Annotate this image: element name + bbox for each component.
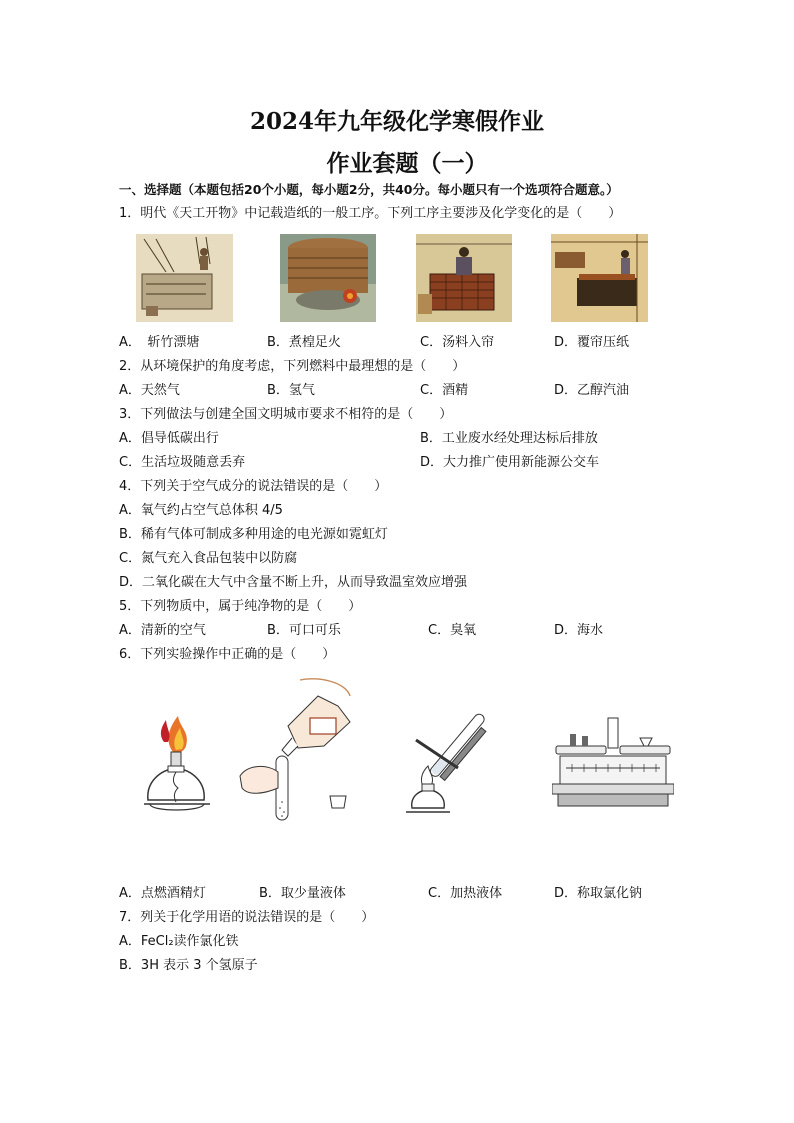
q6-option-b[interactable]: B．取少量液体	[259, 886, 346, 901]
section-heading: 一、选择题（本题包括20个小题，每小题2分，共40分。每小题只有一个选项符合题意。）	[119, 182, 619, 197]
page-subtitle: 作业套题（一）	[326, 150, 488, 177]
alcohol-lamp-icon	[140, 712, 218, 822]
q1-option-d[interactable]: D．覆帘压纸	[554, 335, 630, 350]
papermaking-scene-screen	[416, 234, 512, 322]
q3-option-b[interactable]: B．工业废水经处理达标后排放	[420, 431, 598, 446]
question-4-stem: 4．下列关于空气成分的说法错误的是（ ）	[119, 479, 388, 494]
q3-option-c[interactable]: C．生活垃圾随意丢弃	[119, 455, 246, 470]
q5-option-a[interactable]: A．清新的空气	[119, 623, 206, 638]
papermaking-scene-boiling	[280, 234, 376, 322]
papermaking-scene-pressing	[551, 234, 648, 322]
q4-option-a[interactable]: A．氧气约占空气总体积 4/5	[119, 503, 283, 518]
q5-option-c[interactable]: C．臭氧	[428, 623, 477, 638]
q4-option-d[interactable]: D．二氧化碳在大气中含量不断上升，从而导致温室效应增强	[119, 575, 468, 590]
question-7-stem: 7．列关于化学用语的说法错误的是（ ）	[119, 910, 375, 925]
q6-option-c[interactable]: C．加热液体	[428, 886, 503, 901]
q2-option-c[interactable]: C．酒精	[420, 383, 469, 398]
question-3-stem: 3．下列做法与创建全国文明城市要求不相符的是（ ）	[119, 407, 453, 422]
q6-option-a[interactable]: A．点燃酒精灯	[119, 886, 206, 901]
papermaking-scene-soaking	[136, 234, 233, 322]
q7-option-a[interactable]: A．FeCl₂读作氯化铁	[119, 934, 239, 949]
q1-option-a[interactable]: A． 斩竹漂塘	[119, 335, 200, 350]
q2-option-d[interactable]: D．乙醇汽油	[554, 383, 630, 398]
q1-option-b[interactable]: B．煮楻足火	[267, 335, 341, 350]
q4-option-b[interactable]: B．稀有气体可制成多种用途的电光源如霓虹灯	[119, 527, 388, 542]
q1-option-c[interactable]: C．汤料入帘	[420, 335, 495, 350]
balance-scale-icon	[552, 716, 674, 812]
q4-option-c[interactable]: C．氮气充入食品包装中以防腐	[119, 551, 298, 566]
question-2-stem: 2．从环境保护的角度考虑，下列燃料中最理想的是（ ）	[119, 359, 466, 374]
dropper-pouring-icon	[238, 676, 358, 826]
q5-option-b[interactable]: B．可口可乐	[267, 623, 341, 638]
q5-option-d[interactable]: D．海水	[554, 623, 604, 638]
q2-option-b[interactable]: B．氢气	[267, 383, 315, 398]
page-title: 2024年九年级化学寒假作业	[249, 108, 544, 135]
question-5-stem: 5．下列物质中，属于纯净物的是（ ）	[119, 599, 362, 614]
q2-option-a[interactable]: A．天然气	[119, 383, 180, 398]
q3-option-a[interactable]: A．倡导低碳出行	[119, 431, 219, 446]
question-6-stem: 6．下列实验操作中正确的是（ ）	[119, 647, 336, 662]
q7-option-b[interactable]: B．3H 表示 3 个氢原子	[119, 958, 258, 973]
q3-option-d[interactable]: D．大力推广使用新能源公交车	[420, 455, 600, 470]
question-1-stem: 1．明代《天工开物》中记载造纸的一般工序。下列工序主要涉及化学变化的是（ ）	[119, 206, 622, 221]
q6-option-d[interactable]: D．称取氯化钠	[554, 886, 643, 901]
test-tube-heating-icon	[402, 710, 502, 822]
